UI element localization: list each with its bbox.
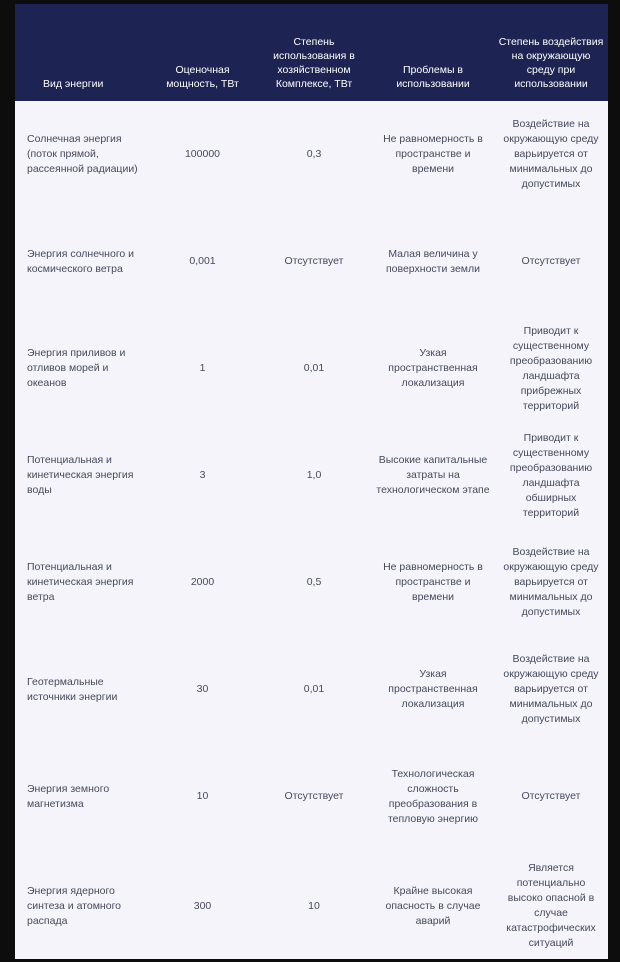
- cell-usage-problems: Не равномерность в пространстве и времени: [383, 133, 483, 175]
- header-estimated-power: Оценочная мощность, ТВт: [166, 64, 239, 90]
- cell-environmental-impact: Воздействие на окружающую среду варьируется от минимальных до допустимых: [503, 653, 599, 725]
- cell-usage-degree: 0,3: [306, 148, 322, 160]
- cell-usage-degree: 10: [308, 899, 320, 912]
- cell-estimated-power: 0,001: [189, 255, 216, 267]
- table-row: [15, 529, 608, 636]
- energy-sources-table: [15, 4, 608, 962]
- cell-usage-problems: Крайне высокая опасность в случае аварий: [385, 884, 481, 927]
- header-energy-type: Вид энергии: [43, 78, 104, 90]
- table-row: [15, 743, 608, 850]
- cell-estimated-power: 30: [196, 683, 209, 695]
- cell-energy-type: Энергия приливов и отливов морей и океанов: [27, 347, 126, 389]
- cell-energy-type: Потенциальная и кинетическая энергия воды: [27, 454, 134, 496]
- cell-usage-problems: Узкая пространственная локализация: [388, 347, 478, 389]
- cell-estimated-power: 2000: [190, 576, 215, 588]
- header-row: [15, 4, 608, 101]
- cell-environmental-impact: Воздействие на окружающую среду варьируется от минимальных до допустимых: [503, 118, 599, 190]
- cell-environmental-impact: Отсутствует: [521, 790, 581, 802]
- cell-energy-type: Солнечная энергия (поток прямой, рассеянной радиации): [27, 133, 138, 175]
- cell-usage-problems: Высокие капитальные затраты на технологическом этапе: [376, 454, 490, 496]
- energy-table-frame: [15, 4, 608, 959]
- cell-usage-degree: 0,01: [303, 683, 325, 695]
- cell-energy-type: Потенциальная и кинетическая энергия ветра: [27, 561, 134, 603]
- cell-estimated-power: 300: [193, 899, 212, 912]
- cell-usage-degree: 0,01: [303, 362, 325, 374]
- table-row: [15, 850, 608, 962]
- table-row: [15, 636, 608, 743]
- table-row: [15, 315, 608, 422]
- table-row: [15, 422, 608, 529]
- cell-estimated-power: 100000: [184, 148, 221, 160]
- header-usage-degree: Степень использования в хозяйственном Комплексе, ТВт: [273, 36, 355, 90]
- cell-usage-degree: 1,0: [306, 469, 322, 481]
- cell-environmental-impact: Воздействие на окружающую среду варьируется от минимальных до допустимых: [503, 546, 599, 618]
- header-usage-problems: Проблемы в использовании: [396, 64, 470, 90]
- header-environmental-impact: Степень воздействия на окружающую среду при использовании: [498, 36, 604, 90]
- cell-usage-problems: Не равномерность в пространстве и времени: [383, 561, 483, 603]
- cell-estimated-power: 3: [199, 469, 206, 481]
- cell-usage-degree: Отсутствует: [284, 790, 344, 802]
- cell-environmental-impact: Отсутствует: [521, 255, 581, 267]
- cell-estimated-power: 10: [196, 790, 209, 802]
- cell-estimated-power: 1: [199, 362, 206, 374]
- cell-environmental-impact: Является потенциально высоко опасной в случае катастрофических ситуаций: [506, 862, 596, 949]
- cell-energy-type: Энергия солнечного и космического ветра: [27, 247, 135, 275]
- table-row: [15, 208, 608, 315]
- cell-usage-degree: 0,5: [306, 576, 322, 588]
- cell-energy-type: Геотермальные источники энергии: [27, 675, 118, 703]
- cell-environmental-impact: Приводит к существенному преобразованию ландшафта обширных территорий: [509, 431, 593, 519]
- cell-energy-type: Энергия земного магнетизма: [27, 782, 110, 810]
- cell-usage-degree: Отсутствует: [284, 255, 344, 267]
- table-row: [15, 101, 608, 208]
- cell-energy-type: Энергия ядерного синтеза и атомного распада: [27, 884, 122, 927]
- table-header: [15, 4, 608, 101]
- cell-usage-problems: Малая величина у поверхности земли: [385, 247, 481, 275]
- cell-environmental-impact: Приводит к существенному преобразованию ландшафта прибрежных территорий: [509, 324, 593, 412]
- cell-usage-problems: Узкая пространственная локализация: [388, 668, 478, 710]
- table-body: [15, 101, 608, 962]
- cell-usage-problems: Технологическая сложность преобразования в тепловую энергию: [387, 767, 479, 825]
